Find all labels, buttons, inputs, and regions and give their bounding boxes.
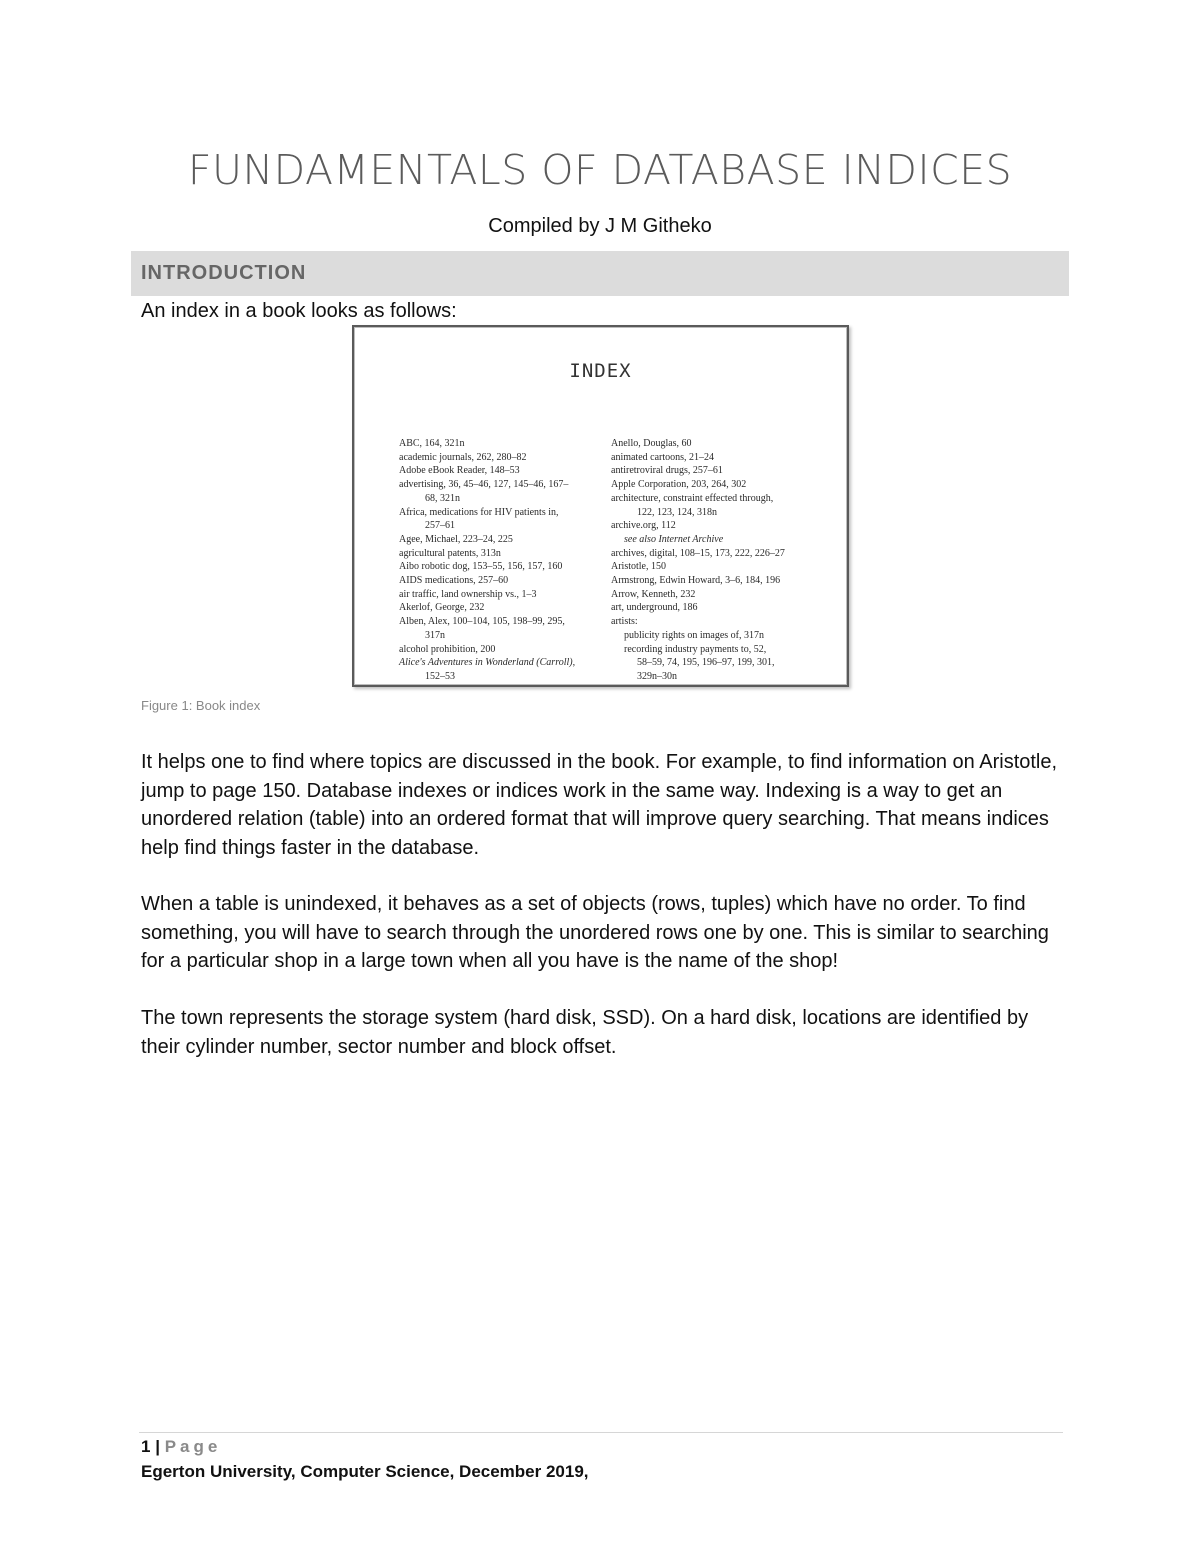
footer-rule	[139, 1432, 1063, 1433]
figure-entry: animated cartoons, 21–24	[611, 451, 715, 463]
figure-entry: 122, 123, 124, 318n	[637, 506, 717, 518]
intro-line: An index in a book looks as follows:	[141, 300, 457, 322]
figure-entry: agricultural patents, 313n	[399, 547, 501, 559]
figure-entry: archives, digital, 108–15, 173, 222, 226–27	[611, 547, 785, 559]
figure-entry: 317n	[425, 629, 445, 641]
document-title: FUNDAMENTALS OF DATABASE INDICES	[187, 146, 1013, 194]
figure-entry: Alice's Adventures in Wonderland (Carroll),	[399, 657, 576, 669]
figure-entry: air traffic, land ownership vs., 1–3	[399, 588, 537, 600]
figure-entry: Aibo robotic dog, 153–55, 156, 157, 160	[399, 561, 563, 573]
figure-right-column	[611, 437, 831, 684]
figure-entry: Apple Corporation, 203, 264, 302	[611, 479, 747, 491]
figure-entry: Akerlof, George, 232	[399, 602, 485, 614]
figure-entry: 68, 321n	[425, 492, 460, 504]
figure-entry: Arrow, Kenneth, 232	[611, 588, 696, 600]
figure-entry: archive.org, 112	[611, 520, 676, 532]
figure-entry: ABC, 164, 321n	[399, 438, 465, 449]
figure-entry: 58–59, 74, 195, 196–97, 199, 301,	[637, 657, 775, 669]
page-word: Page	[164, 1437, 222, 1456]
document-subtitle: Compiled by J M Githeko	[488, 215, 712, 237]
figure-heading: INDEX	[569, 360, 632, 382]
figure-entry: AIDS medications, 257–60	[399, 575, 509, 587]
page-number-separator: |	[155, 1437, 160, 1456]
figure-entry: Africa, medications for HIV patients in,	[399, 506, 559, 518]
figure-caption: Figure 1: Book index	[141, 698, 261, 713]
figure-entry: Agee, Michael, 223–24, 225	[399, 533, 513, 545]
figure-entry: Adobe eBook Reader, 148–53	[399, 465, 520, 477]
paragraph-3: The town represents the storage system (hard disk, SSD). On a hard disk, locations are identified by their cylinder number, sector number and block offset.	[141, 1007, 1029, 1058]
page-number-value: 1	[141, 1437, 151, 1456]
figure-entry: 152–53	[425, 670, 455, 682]
page-number	[141, 1437, 221, 1457]
figure-entry: Alben, Alex, 100–104, 105, 198–99, 295,	[399, 616, 565, 628]
figure-left-column	[399, 437, 604, 684]
figure-entry: publicity rights on images of, 317n	[624, 629, 764, 641]
footer-text: Egerton University, Computer Science, December 2019,	[141, 1462, 589, 1481]
paragraph-2: When a table is unindexed, it behaves as a set of objects (rows, tuples) which have no order. To find something, you will have to search through the unordered rows one by one. This is similar to searching for a particular shop in a large town when all you have is the name of the shop!	[141, 893, 1049, 972]
figure-entry: advertising, 36, 45–46, 127, 145–46, 167–	[399, 479, 569, 491]
figure-entry: alcohol prohibition, 200	[399, 643, 496, 655]
paragraph-1: It helps one to find where topics are discussed in the book. For example, to find information on Aristotle, jump to page 150. Database indexes or indices work in the same way. Indexing is a way to get an unordered relation (table) into an ordered format that will improve query searching. That means indices help find things faster in the database.	[141, 751, 1058, 859]
figure-entry: architecture, constraint effected through,	[611, 492, 774, 504]
book-index-figure	[352, 325, 849, 687]
figure-entry: Armstrong, Edwin Howard, 3–6, 184, 196	[611, 575, 781, 587]
figure-entry: artists:	[611, 616, 638, 628]
figure-entry: see also Internet Archive	[624, 533, 724, 545]
figure-entry: academic journals, 262, 280–82	[399, 451, 527, 463]
figure-entry: 329n–30n	[637, 670, 677, 682]
figure-entry: Aristotle, 150	[611, 561, 666, 573]
figure-entry: 257–61	[425, 520, 455, 532]
section-heading: INTRODUCTION	[141, 262, 307, 284]
figure-entry: art, underground, 186	[611, 602, 698, 614]
figure-entry: recording industry payments to, 52,	[624, 643, 767, 655]
section-heading-bar	[131, 251, 1069, 296]
figure-entry: Anello, Douglas, 60	[611, 438, 692, 449]
figure-entry: antiretroviral drugs, 257–61	[611, 465, 723, 477]
